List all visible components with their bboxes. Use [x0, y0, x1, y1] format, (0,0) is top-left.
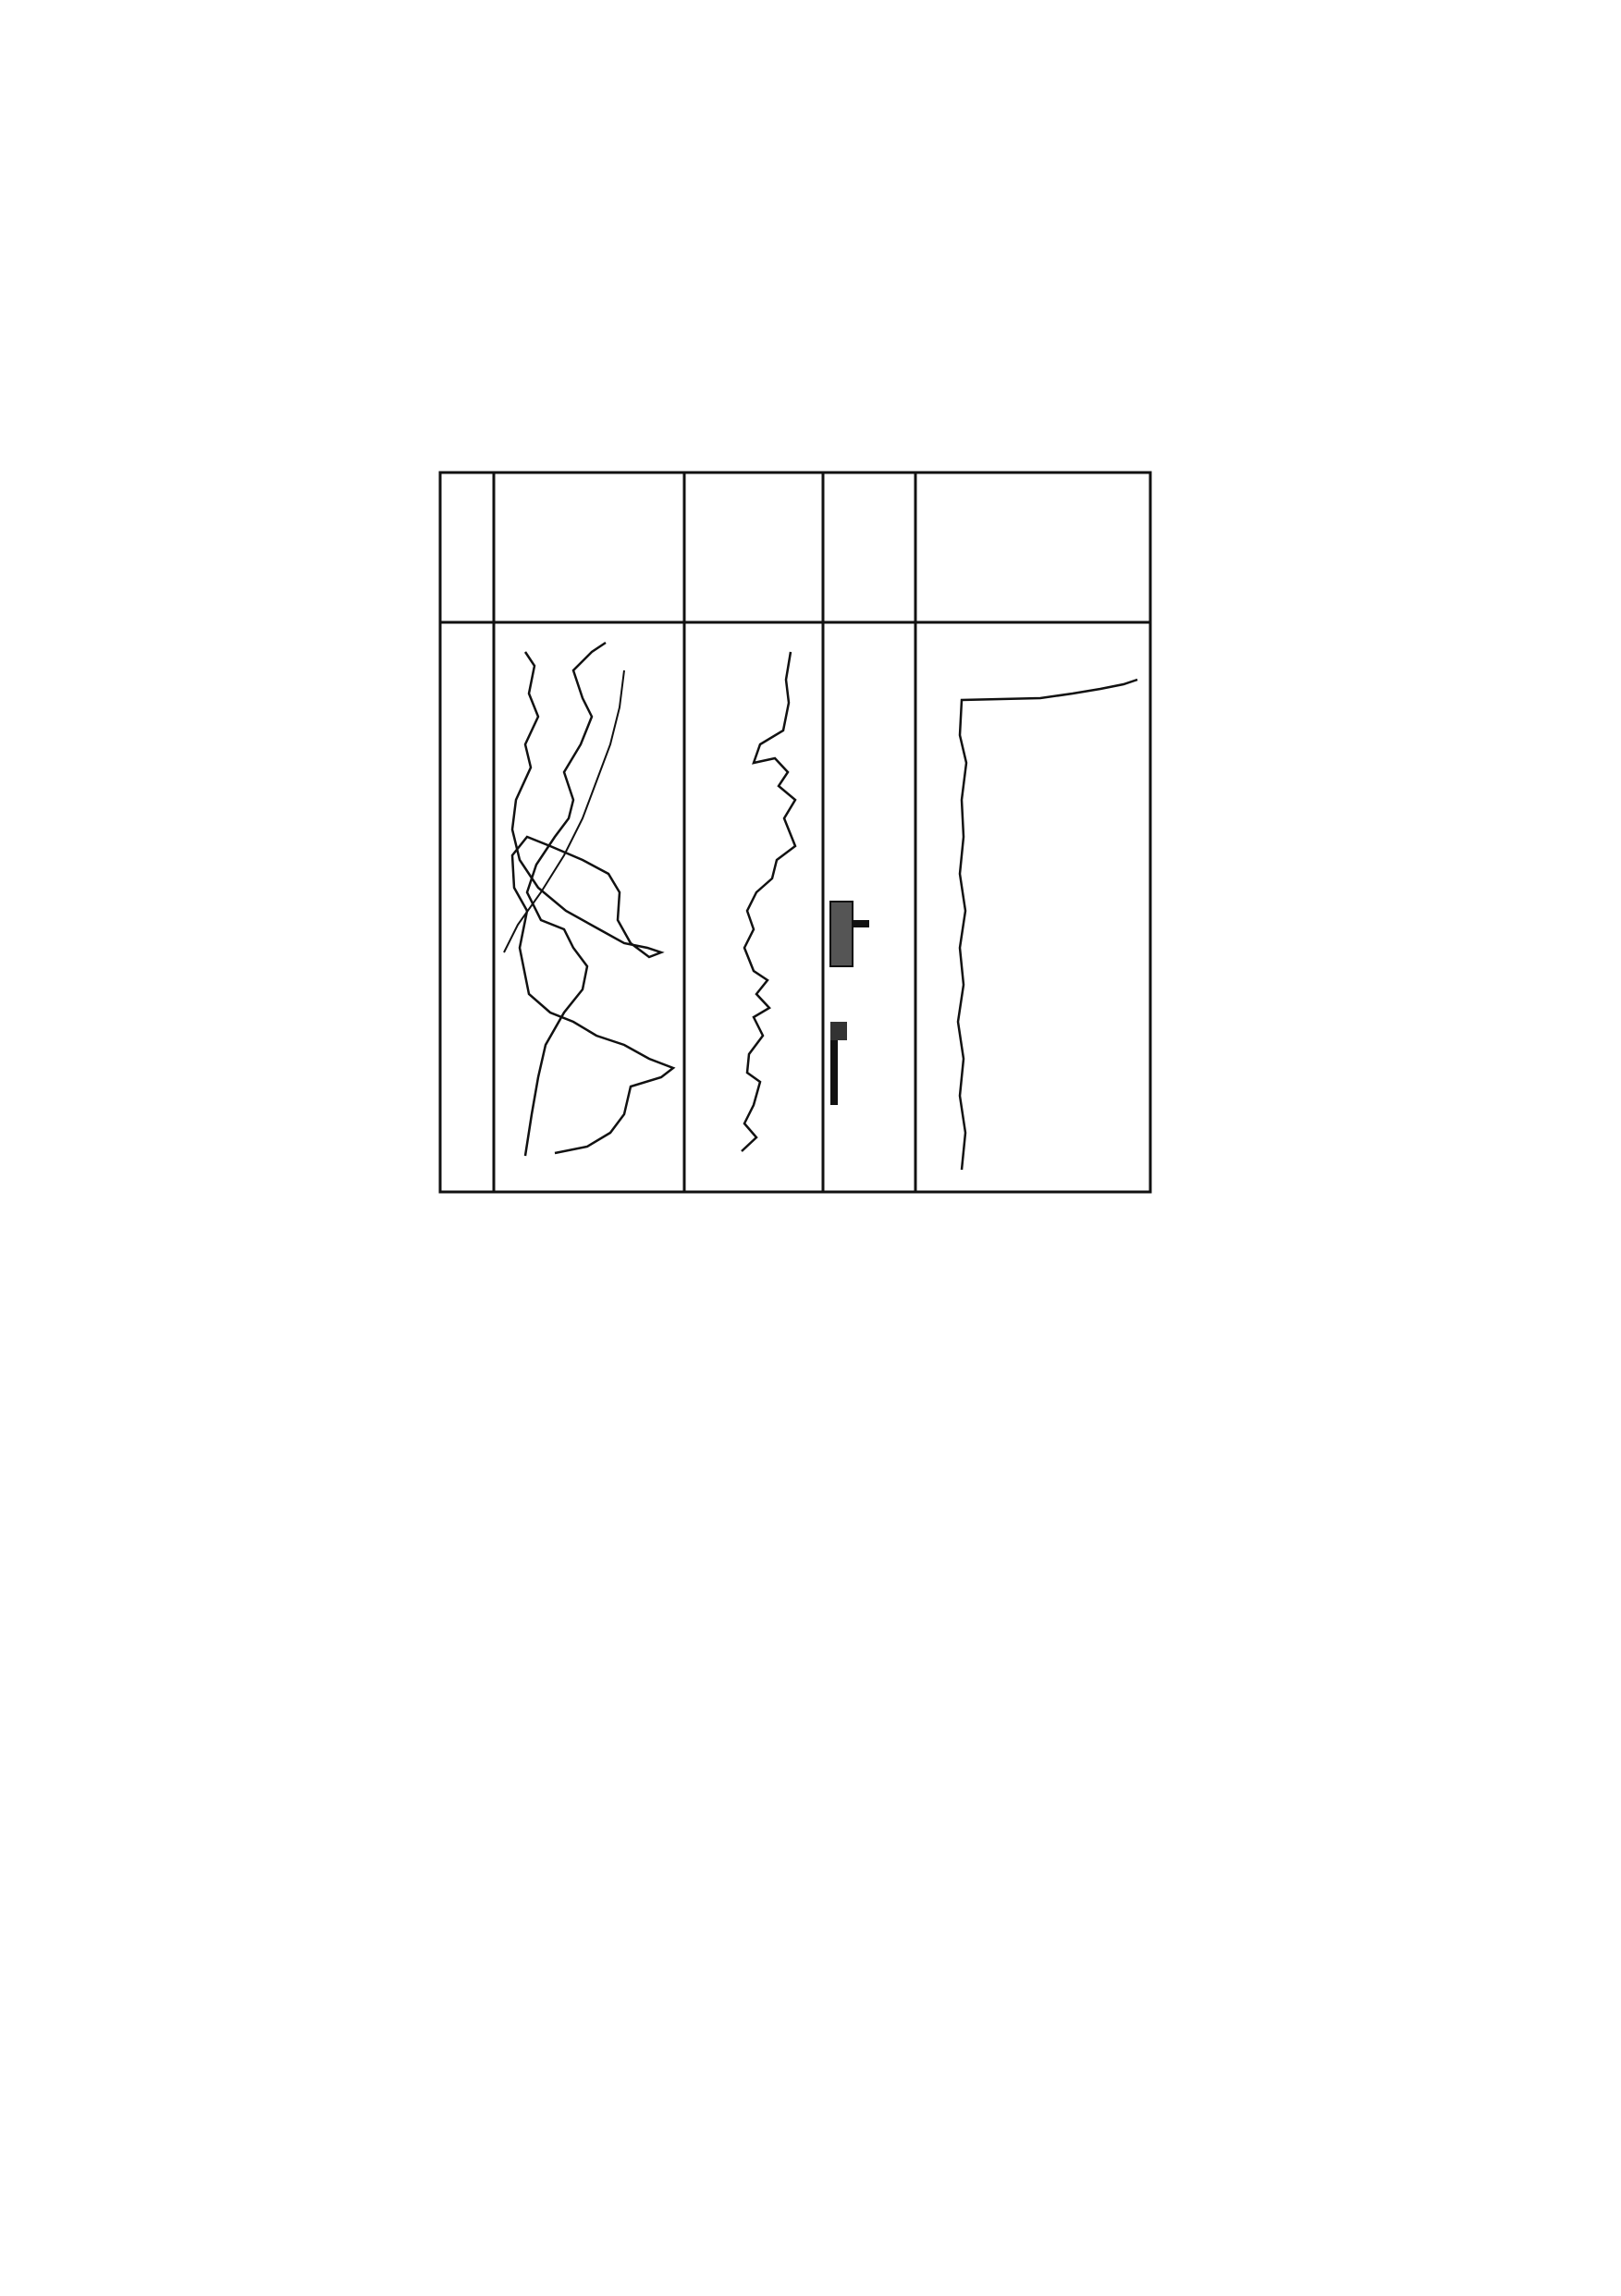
- well-log-figure: [435, 467, 1156, 1197]
- ggk-curve: [958, 680, 1137, 1170]
- flow-block-lower: [830, 1022, 847, 1040]
- figure-frame: [440, 473, 1150, 1192]
- well-log-diagram: [435, 467, 1156, 1197]
- gk-curve: [742, 652, 795, 1151]
- flow-block-upper: [830, 902, 853, 966]
- ks-curve: [512, 652, 673, 1153]
- flow-tick-upper: [853, 920, 869, 927]
